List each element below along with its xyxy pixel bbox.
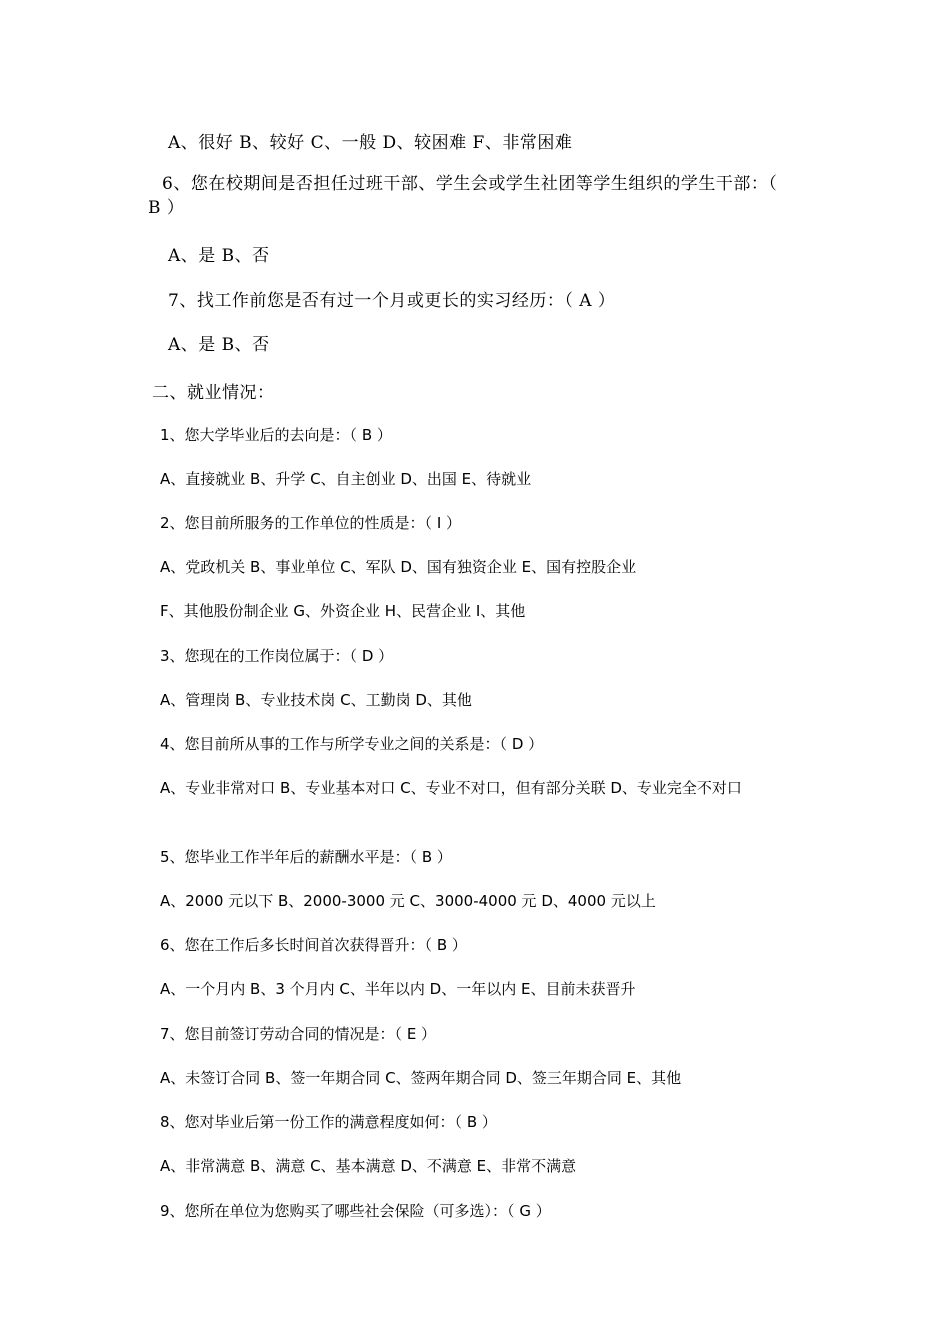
s2-question-2-options-a: A、党政机关 B、事业单位 C、军队 D、国有独资企业 E、国有控股企业 <box>160 558 637 576</box>
s2-question-6: 6、您在工作后多长时间首次获得晋升：（ B ） <box>160 936 467 954</box>
s2-question-8: 8、您对毕业后第一份工作的满意程度如何：（ B ） <box>160 1113 497 1131</box>
s2-question-8-options: A、非常满意 B、满意 C、基本满意 D、不满意 E、非常不满意 <box>160 1157 577 1175</box>
question-7-text: 7、找工作前您是否有过一个月或更长的实习经历：（ A ） <box>168 291 616 311</box>
s2-question-3: 3、您现在的工作岗位属于：（ D ） <box>160 647 394 665</box>
s2-question-4: 4、您目前所从事的工作与所学专业之间的关系是：（ D ） <box>160 735 544 753</box>
s2-question-2: 2、您目前所服务的工作单位的性质是：（ I ） <box>160 514 462 532</box>
question-7-options: A、是 B、否 <box>168 335 270 355</box>
s2-question-6-options: A、一个月内 B、3 个月内 C、半年以内 D、一年以内 E、目前未获晋升 <box>160 980 636 998</box>
s2-question-3-options: A、管理岗 B、专业技术岗 C、工勤岗 D、其他 <box>160 691 472 709</box>
s2-question-2-options-b: F、其他股份制企业 G、外资企业 H、民营企业 I、其他 <box>160 602 526 620</box>
question-6-text: 6、您在校期间是否担任过班干部、学生会或学生社团等学生组织的学生干部：（ B ） <box>148 174 778 218</box>
s2-question-7-options: A、未签订合同 B、签一年期合同 C、签两年期合同 D、签三年期合同 E、其他 <box>160 1069 682 1087</box>
section-heading: 二、就业情况： <box>152 383 275 403</box>
s2-question-5: 5、您毕业工作半年后的薪酬水平是：（ B ） <box>160 848 452 866</box>
question-6-options: A、是 B、否 <box>168 246 270 266</box>
s2-question-4-options: A、专业非常对口 B、专业基本对口 C、专业不对口，但有部分关联 D、专业完全不对口 <box>160 779 742 797</box>
s2-question-7: 7、您目前签订劳动合同的情况是：（ E ） <box>160 1025 437 1043</box>
s2-question-1-options: A、直接就业 B、升学 C、自主创业 D、出国 E、待就业 <box>160 470 532 488</box>
s2-question-1: 1、您大学毕业后的去向是：（ B ） <box>160 426 392 444</box>
question-5-options: A、很好 B、较好 C、一般 D、较困难 F、非常困难 <box>168 133 573 153</box>
s2-question-9: 9、您所在单位为您购买了哪些社会保险（可多选）：（ G ） <box>160 1202 551 1220</box>
s2-question-5-options: A、2000 元以下 B、2000-3000 元 C、3000-4000 元 D、4000 元以上 <box>160 892 656 910</box>
